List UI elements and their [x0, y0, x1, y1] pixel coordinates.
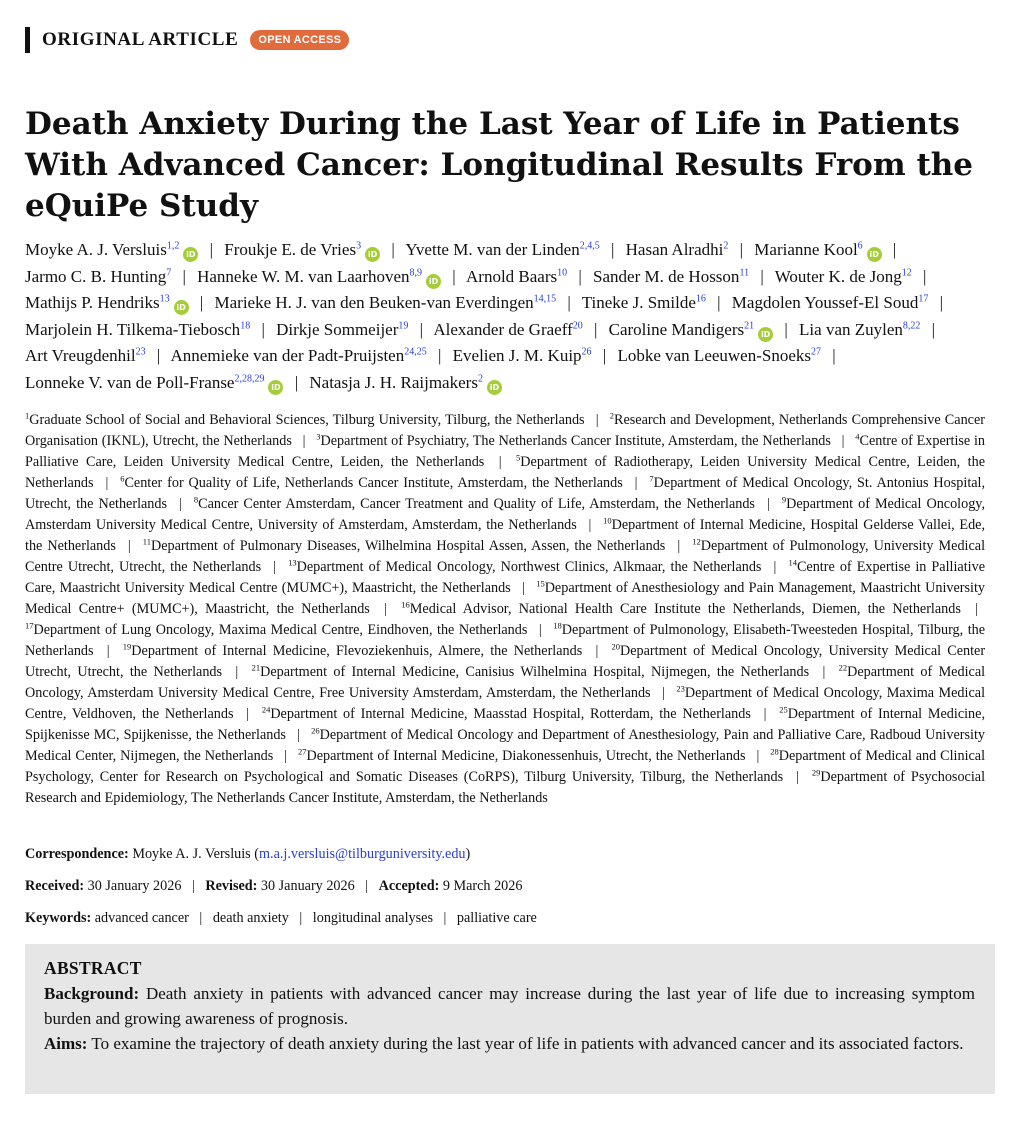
author-name: Froukje E. de Vries: [224, 240, 357, 259]
affiliation-separator: |: [634, 475, 638, 491]
correspondence-name: Moyke A. J. Versluis: [132, 846, 251, 862]
affiliation-number: 1: [25, 410, 30, 421]
author: [754, 240, 881, 259]
affiliation-text: Department of Psychiatry, The Netherlands Cancer Institute, Amsterdam, the Netherlands: [320, 433, 831, 449]
affiliation-number: 23: [676, 683, 685, 694]
author: [25, 293, 189, 312]
author-affiliation-ref[interactable]: 12: [901, 266, 912, 278]
author-name: Sander M. de Hosson: [593, 266, 740, 286]
author: [25, 320, 250, 339]
article-dates: [25, 878, 985, 895]
author-name: Marjolein H. Tilkema-Tiebosch: [25, 319, 241, 339]
affiliation-separator: |: [595, 643, 599, 659]
affiliation-number: 28: [770, 746, 779, 757]
author: [775, 267, 912, 286]
received-label: Received:: [25, 878, 85, 894]
affiliation-separator: |: [297, 727, 300, 743]
author-name: Mathijs P. Hendriks: [25, 293, 160, 312]
affiliation-text: Department of Medical Oncology, Amsterdam University Medical Centre, University of Amsterdam, Amsterdam, the Netherlands: [25, 496, 986, 533]
author: [732, 293, 929, 312]
author-affiliation-ref[interactable]: 17: [918, 293, 929, 305]
affiliation: [123, 643, 582, 659]
author-separator: |: [593, 319, 598, 339]
author: [25, 373, 283, 392]
affiliation-number: 14: [788, 557, 797, 568]
author-separator: |: [437, 346, 442, 365]
aims-label: Aims:: [44, 1034, 88, 1053]
author-name: Tineke J. Smilde: [581, 293, 696, 312]
affiliation-number: 22: [838, 662, 848, 673]
author: [582, 293, 706, 312]
author-affiliation-ref[interactable]: 21: [744, 319, 755, 331]
affiliation-separator: |: [773, 559, 777, 575]
affiliation-separator: |: [106, 643, 110, 659]
affiliation-number: 6: [120, 473, 125, 484]
author-affiliation-ref[interactable]: 3: [356, 240, 362, 252]
abstract-background: [44, 981, 975, 1031]
affiliation-text: Centre of Expertise in Palliative Care, Leiden University Medical Centre, Leiden, the Netherlands: [25, 433, 985, 470]
affiliation-separator: |: [538, 622, 542, 638]
affiliation-text: Department of Pulmonology, University Medical Centre Utrecht, Utrecht, the Netherlands: [25, 538, 986, 575]
affiliation-text: Cancer Center Amsterdam, Cancer Treatment and Quality of Life, Amsterdam, the Netherlands: [198, 496, 755, 512]
affiliation-number: 19: [122, 641, 132, 652]
keyword: longitudinal analyses: [312, 910, 433, 926]
affiliation-text: Department of Internal Medicine, Canisius Wilhelmina Hospital, Nijmegen, the Netherlands: [260, 664, 810, 680]
affiliation-text: Department of Pulmonology, Elisabeth-Tweesteden Hospital, Tilburg, the Netherlands: [25, 622, 986, 659]
affiliation-separator: |: [246, 706, 250, 722]
correspondence-label: Correspondence:: [25, 846, 129, 862]
author-separator: |: [261, 319, 265, 339]
affiliation-number: 15: [536, 578, 545, 589]
author-separator: |: [391, 240, 395, 259]
author-name: Yvette M. van der Linden: [405, 240, 580, 259]
author-separator: |: [760, 266, 764, 286]
author-name: Arnold Baars: [466, 266, 558, 286]
correspondence-email-link[interactable]: m.a.j.versluis@tilburguniversity.edu: [258, 846, 466, 862]
author-separator: |: [784, 319, 788, 339]
keyword-separator: |: [199, 910, 203, 926]
affiliation: [25, 622, 527, 638]
affiliation-separator: |: [105, 475, 109, 491]
author-name: Annemieke van der Padt-Pruijsten: [170, 346, 405, 365]
author-affiliation-ref[interactable]: 1,2: [166, 240, 180, 252]
affiliation-number: 29: [811, 767, 821, 778]
affiliation-separator: |: [179, 496, 182, 512]
affiliation-separator: |: [498, 454, 502, 470]
author: [276, 320, 408, 339]
affiliation-number: 5: [516, 452, 521, 463]
author-name: Jarmo C. B. Hunting: [25, 266, 167, 286]
affiliation: [288, 559, 761, 575]
accepted-label: Accepted:: [378, 878, 440, 894]
affiliation-number: 24: [261, 704, 271, 715]
background-label: Background:: [44, 984, 140, 1003]
author: [171, 346, 427, 365]
author-affiliation-ref[interactable]: 23: [135, 346, 146, 358]
author-name: Magdolen Youssef-El Soud: [731, 293, 919, 312]
affiliation-text: Graduate School of Social and Behavioral Sciences, Tilburg University, Tilburg, the Netherlands: [29, 412, 585, 428]
author-separator: |: [739, 240, 744, 259]
affiliation-separator: |: [766, 496, 770, 512]
affiliation-text: Department of Medical and Clinical Psychology, Center for Research on Psychological and Somatic Diseases (CoRPS), Tilburg University, Tilburg, the Netherlands: [25, 748, 986, 785]
affiliation: [298, 748, 746, 764]
author-affiliation-ref[interactable]: 2: [723, 240, 729, 252]
affiliation-text: Department of Lung Oncology, Maxima Medical Centre, Eindhoven, the Netherlands: [33, 622, 528, 638]
author-name: Marianne Kool: [754, 240, 858, 259]
affiliation-separator: |: [522, 580, 525, 596]
affiliation-separator: |: [235, 664, 239, 680]
accepted-date: 9 March 2026: [442, 878, 523, 894]
author-separator: |: [419, 319, 424, 339]
orcid-icon[interactable]: iD: [183, 247, 198, 262]
author-separator: |: [209, 240, 213, 259]
keyword-list: [95, 910, 537, 926]
affiliation-separator: |: [756, 748, 760, 764]
author-name: Wouter K. de Jong: [774, 266, 902, 286]
orcid-icon[interactable]: iD: [758, 327, 773, 342]
affiliation: [401, 601, 961, 617]
affiliation-number: 11: [142, 536, 151, 547]
author: [433, 320, 582, 339]
author-separator: |: [199, 293, 204, 312]
affiliation-number: 4: [855, 431, 860, 442]
author-name: Dirkje Sommeijer: [276, 319, 399, 339]
affiliation-separator: |: [662, 685, 665, 701]
affiliation-text: Centre of Expertise in Palliative Care, Maastricht University Medical Centre (MUMC+), Maastricht, the Netherlands: [25, 559, 986, 596]
revised-label: Revised:: [205, 878, 258, 894]
aims-text: To examine the trajectory of death anxiety during the last year of life in patients with advanced cancer and its associated factors.: [91, 1034, 964, 1053]
author: [25, 240, 198, 259]
header-bar: [25, 27, 30, 53]
keyword-separator: |: [299, 910, 303, 926]
affiliation-number: 9: [781, 494, 787, 505]
affiliation-separator: |: [595, 412, 599, 428]
author-separator: |: [892, 240, 897, 259]
affiliation: [25, 412, 585, 428]
affiliation-text: Center for Quality of Life, Netherlands Cancer Institute, Amsterdam, the Netherlands: [124, 475, 623, 491]
affiliation-separator: |: [822, 664, 826, 680]
affiliation-text: Research and Development, Netherlands Comprehensive Cancer Organisation (IKNL), Utrecht, the Netherlands: [25, 412, 985, 449]
author-separator: |: [182, 266, 186, 286]
affiliation-text: Department of Radiotherapy, Leiden University Medical Centre, Leiden, the Netherlands: [25, 454, 985, 491]
author: [405, 240, 599, 259]
author-separator: |: [832, 346, 836, 365]
affiliation-text: Department of Medical Oncology, St. Antonius Hospital, Utrecht, the Netherlands: [25, 475, 986, 512]
author-separator: |: [602, 346, 607, 365]
author: [25, 346, 146, 365]
author-separator: |: [578, 266, 582, 286]
correspondence-paren-open: (: [254, 846, 259, 862]
author-list: [25, 237, 997, 396]
author-affiliation-ref[interactable]: 26: [581, 346, 592, 358]
author: [799, 320, 920, 339]
affiliation-text: Department of Internal Medicine, Spijkenisse MC, Spijkenisse, the Netherlands: [25, 706, 985, 743]
keywords: [25, 910, 985, 927]
author-name: Alexander de Graeff: [433, 319, 573, 339]
affiliation: [316, 433, 831, 449]
orcid-icon[interactable]: iD: [426, 274, 441, 289]
author-affiliation-ref[interactable]: 19: [398, 319, 409, 331]
affiliation-number: 25: [779, 704, 788, 715]
affiliation: [194, 496, 755, 512]
affiliation-text: Department of Medical Oncology, Northwest Clinics, Alkmaar, the Netherlands: [296, 559, 762, 575]
author-name: Lobke van Leeuwen-Snoeks: [617, 346, 812, 365]
article-type: ORIGINAL ARTICLE: [42, 29, 239, 50]
orcid-icon[interactable]: iD: [174, 300, 189, 315]
author-affiliation-ref[interactable]: 7: [166, 266, 172, 278]
author-affiliation-ref[interactable]: 8,22: [902, 319, 921, 331]
affiliation-number: 12: [692, 536, 701, 547]
affiliation-number: 20: [611, 641, 620, 652]
affiliation-text: Medical Advisor, National Health Care Institute the Netherlands, Diemen, the Netherlands: [409, 601, 961, 617]
affiliation-separator: |: [841, 433, 845, 449]
affiliation-text: Department of Medical Oncology, University Medical Center Utrecht, Utrecht, the Netherlands: [25, 643, 986, 680]
affiliation-list: [25, 410, 985, 809]
author-name: Lonneke V. van de Poll-Franse: [25, 372, 235, 392]
affiliation-number: 7: [649, 473, 654, 484]
open-access-badge: OPEN ACCESS: [250, 30, 349, 50]
author-name: Evelien J. M. Kuip: [452, 346, 582, 365]
author: [197, 267, 441, 286]
affiliation-separator: |: [796, 769, 799, 785]
affiliation-text: Department of Internal Medicine, Hospital Gelderse Vallei, Ede, the Netherlands: [25, 517, 986, 554]
affiliation-text: Department of Psychosocial Research and Epidemiology, The Netherlands Cancer Institute, Amsterdam, the Netherlands: [25, 769, 986, 806]
keywords-label: Keywords:: [25, 910, 92, 926]
author-name: Caroline Mandigers: [608, 319, 745, 339]
author-affiliation-ref[interactable]: 18: [240, 319, 251, 331]
orcid-icon[interactable]: iD: [268, 380, 283, 395]
affiliation-number: 3: [316, 431, 321, 442]
affiliation-number: 10: [603, 515, 612, 526]
affiliation-separator: |: [273, 559, 277, 575]
author: [453, 346, 592, 365]
author-affiliation-ref[interactable]: 8,9: [409, 266, 423, 278]
author-separator: |: [610, 240, 615, 259]
author-affiliation-ref[interactable]: 2: [477, 372, 483, 384]
affiliation: [120, 475, 623, 491]
affiliation-text: Department of Internal Medicine, Diakonessenhuis, Utrecht, the Netherlands: [306, 748, 746, 764]
author-separator: |: [156, 346, 161, 365]
date-separator: |: [191, 878, 195, 894]
affiliation-text: Department of Internal Medicine, Flevoziekenhuis, Almere, the Netherlands: [131, 643, 583, 659]
abstract-box: [25, 944, 995, 1094]
author-affiliation-ref[interactable]: 6: [857, 240, 863, 252]
date-separator: |: [365, 878, 369, 894]
author: [309, 373, 502, 392]
author-affiliation-ref[interactable]: 20: [572, 319, 583, 331]
affiliation-text: Department of Medical Oncology, Maxima Medical Centre, Veldhoven, the Netherlands: [25, 685, 986, 722]
affiliation-text: Department of Anesthesiology and Pain Management, Maastricht University Medical Centre+ (MUMC+), Maastricht, the Netherlands: [25, 580, 986, 617]
author: [626, 240, 729, 259]
author-separator: |: [939, 293, 943, 312]
author-separator: |: [294, 372, 299, 392]
affiliation-number: 21: [251, 662, 261, 673]
abstract-aims: [44, 1031, 975, 1056]
affiliation-separator: |: [284, 748, 288, 764]
author-affiliation-ref[interactable]: 24,25: [404, 346, 427, 358]
affiliation-text: Department of Medical Oncology, Amsterdam University Medical Centre, Free University Amsterdam, Amsterdam, the Netherlands: [25, 664, 986, 701]
orcid-icon[interactable]: iD: [867, 247, 882, 262]
author-affiliation-ref[interactable]: 2,4,5: [579, 240, 600, 252]
author-affiliation-ref[interactable]: 16: [695, 293, 706, 305]
background-text: Death anxiety in patients with advanced cancer may increase during the last year of life due to increasing symptom burden and growing awareness of prognosis.: [44, 984, 975, 1028]
keyword: palliative care: [456, 910, 537, 926]
author-affiliation-ref[interactable]: 10: [557, 266, 568, 278]
article-header: [25, 24, 997, 56]
affiliation: [143, 538, 666, 554]
affiliation-number: 17: [25, 620, 34, 631]
author-name: Marieke H. J. van den Beuken-van Everdingen: [214, 293, 534, 312]
author-affiliation-ref[interactable]: 27: [811, 346, 822, 358]
author-affiliation-ref[interactable]: 11: [739, 266, 750, 278]
affiliation-number: 26: [311, 725, 320, 736]
affiliation-number: 18: [553, 620, 562, 631]
affiliation-number: 8: [193, 494, 199, 505]
author-name: Art Vreugdenhil: [25, 346, 136, 365]
affiliation: [252, 664, 810, 680]
affiliation-separator: |: [763, 706, 767, 722]
author: [224, 240, 380, 259]
author-name: Hanneke W. M. van Laarhoven: [197, 266, 410, 286]
affiliation: [262, 706, 751, 722]
received-date: 30 January 2026: [87, 878, 182, 894]
affiliation-separator: |: [384, 601, 387, 617]
author: [617, 346, 821, 365]
author-affiliation-ref[interactable]: 14,15: [533, 293, 557, 305]
keyword: death anxiety: [212, 910, 289, 926]
affiliation-number: 2: [609, 410, 614, 421]
affiliation-separator: |: [588, 517, 592, 533]
article-page: [25, 24, 997, 1053]
affiliation-separator: |: [677, 538, 681, 554]
affiliation-separator: |: [302, 433, 306, 449]
affiliation-text: Department of Pulmonary Diseases, Wilhelmina Hospital Assen, Assen, the Netherlands: [150, 538, 666, 554]
correspondence-paren-close: ): [465, 846, 471, 862]
author-separator: |: [931, 319, 936, 339]
author-separator: |: [567, 293, 571, 312]
author: [609, 320, 774, 339]
correspondence: [25, 846, 985, 863]
affiliation-separator: |: [975, 601, 979, 617]
author: [593, 267, 749, 286]
affiliation-number: 16: [401, 599, 410, 610]
abstract-heading: ABSTRACT: [44, 958, 142, 978]
author-name: Natasja J. H. Raijmakers: [309, 372, 478, 392]
article-title: Death Anxiety During the Last Year of Life in Patients With Advanced Cancer: Longitudinal Results From the eQuiPe Study: [25, 106, 974, 224]
affiliation-text: Department of Medical Oncology and Department of Anesthesiology, Pain and Palliative Care, Radboud University Medical Center, Nijmegen, the Netherlands: [25, 727, 985, 764]
author-name: Lia van Zuylen: [799, 319, 903, 339]
author-affiliation-ref[interactable]: 2,28,29: [234, 372, 265, 384]
author-separator: |: [717, 293, 721, 312]
orcid-icon[interactable]: iD: [365, 247, 380, 262]
author: [466, 267, 567, 286]
author-separator: |: [923, 266, 927, 286]
affiliation-text: Department of Internal Medicine, Maasstad Hospital, Rotterdam, the Netherlands: [270, 706, 751, 722]
affiliation-separator: |: [127, 538, 131, 554]
author: [25, 267, 171, 286]
author-affiliation-ref[interactable]: 13: [159, 293, 170, 305]
affiliation-number: 13: [288, 557, 297, 568]
affiliation-number: 27: [297, 746, 307, 757]
author: [215, 293, 557, 312]
orcid-icon[interactable]: iD: [487, 380, 502, 395]
author-name: Moyke A. J. Versluis: [25, 240, 167, 259]
keyword: advanced cancer: [94, 910, 189, 926]
keyword-separator: |: [443, 910, 447, 926]
author-name: Hasan Alradhi: [625, 240, 724, 259]
author-separator: |: [452, 266, 456, 286]
revised-date: 30 January 2026: [260, 878, 355, 894]
